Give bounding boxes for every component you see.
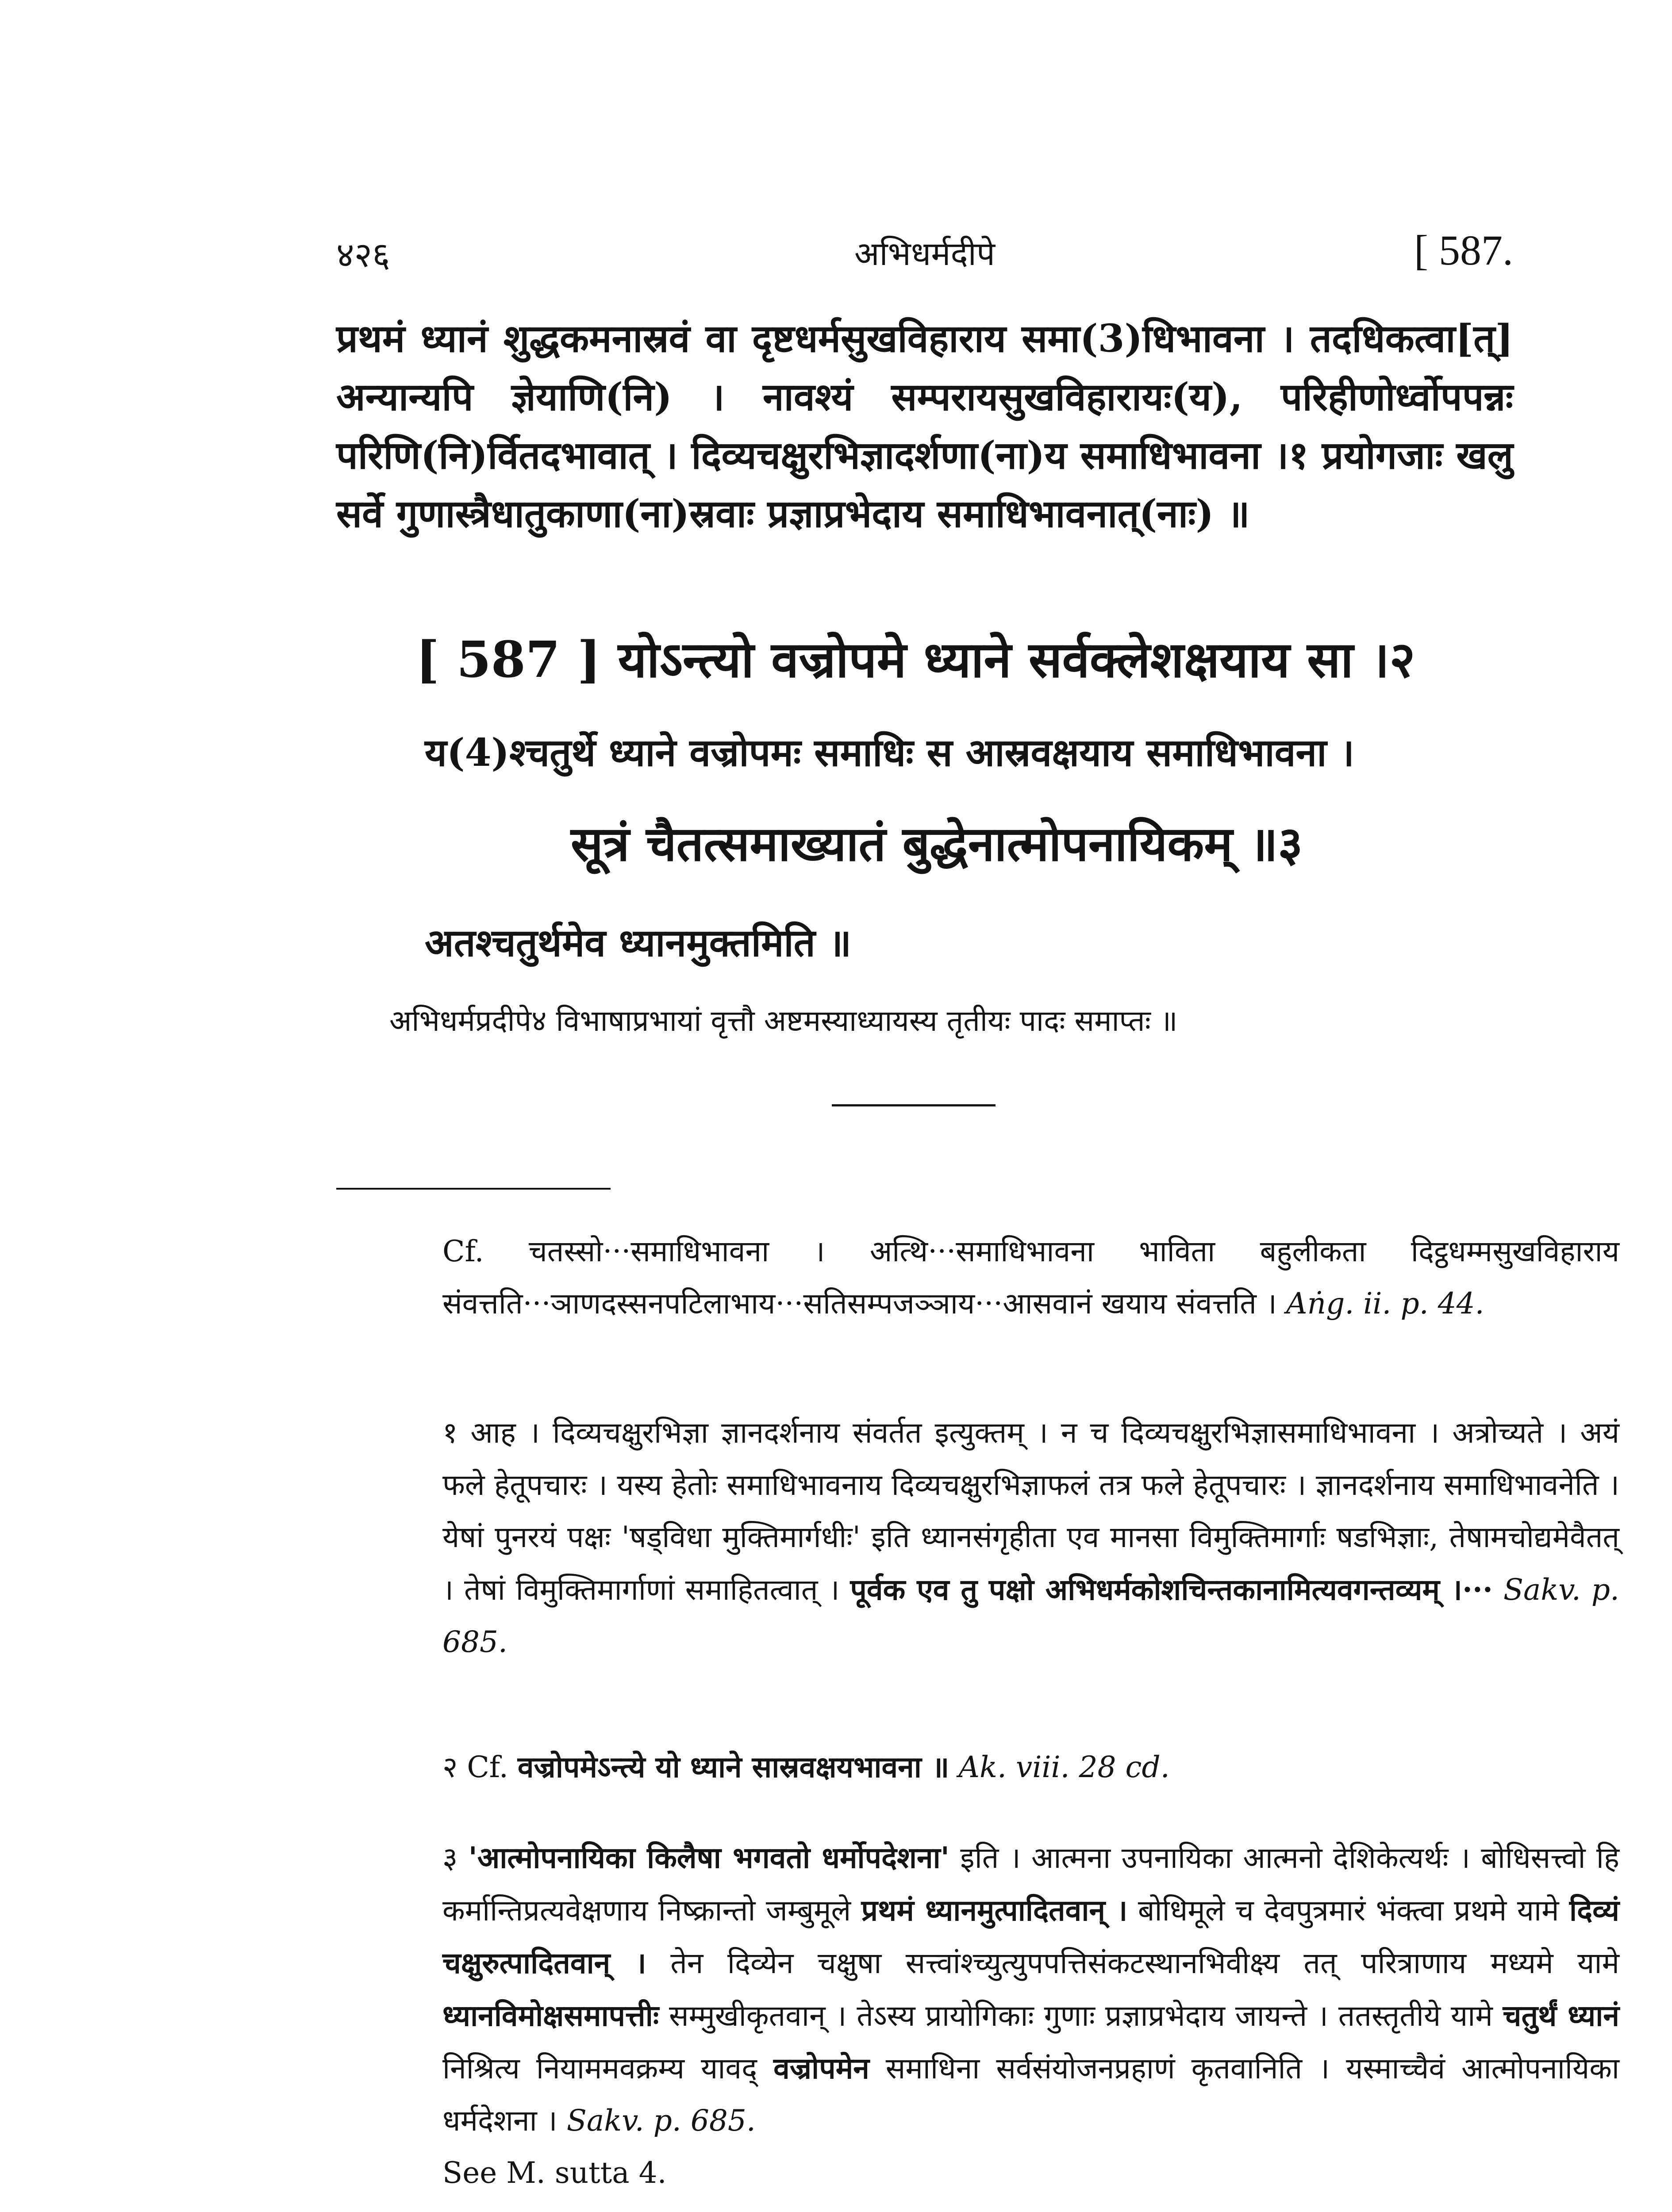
footnote-text: बोधिमूले च देवपुत्रमारं भंक्त्वा प्रथमे यामे — [1138, 1893, 1559, 1928]
commentary-paragraph: प्रथमं ध्यानं शुद्धकमनास्रवं वा दृष्टधर्मसुखविहाराय समा(3)धिभावना । तदधिकत्वा[त्] अन्यान्यपि ज्ञेयाणि(नि) । नावश्यं सम्परायसुखविहारायः(य), परिहीणोर्ध्वोपपन्नः परिणि(नि)र्वितदभावात् । दिव्यचक्षुरभिज्ञादर्शणा(ना)य समाधिभावना ।१ प्रयोगजाः खलु सर्वे गुणास्त्रैधातुकाणा(ना)स्रवाः प्रज्ञाप्रभेदाय समाधिभावनात्(नाः) ॥ — [336, 316, 1513, 536]
footnote-cf — [336, 1225, 1619, 1330]
footnote-bold-text: पूर्वक एव तु पक्षो अभिधर्मकोशचिन्तकानामित्यवगन्तव्यम् ।··· — [850, 1572, 1493, 1607]
footnote-marker: २ — [442, 1750, 458, 1784]
section-divider — [832, 1104, 996, 1106]
verse-sutra: सूत्रं चैतत्समाख्यातं बुद्धेनात्मोपनायिकम् ॥३ — [571, 816, 1303, 872]
running-head — [336, 227, 1513, 283]
footnote-see-also: See M. sutta 4. — [442, 2156, 667, 2190]
footnote-rule — [336, 1188, 611, 1190]
footnote-cf: Cf. — [467, 1750, 508, 1784]
section-marker: [ 587. — [1414, 227, 1513, 274]
footnote-quote: 'आत्मोपनायिका किलैषा भगवतो धर्मोपदेशना' — [468, 1840, 949, 1875]
commentary-paragraph-3: अतश्चतुर्थमेव ध्यानमुक्तमिति ॥ — [425, 921, 852, 965]
footnote-bold-text: ध्यानविमोक्षसमापत्तीः — [442, 1998, 659, 2033]
footnote-reference: Aṅg. ii. p. 44. — [1286, 1286, 1484, 1321]
footnote-text: इति । आत्मना उपनायिका आत्मनो देशिकेत्यर्थः । बोधिसत्त्वो हि कर्मान्तिप्रत्यवेक्षणाय निष्क्रान्तो जम्बुमूले — [442, 1841, 1619, 1928]
footnote-bold-text: दिव्यं चक्षुरुत्पादितवान् । — [442, 1893, 1619, 1980]
footnote-1 — [336, 1407, 1619, 1668]
page-number: ४२६ — [336, 235, 390, 275]
footnote-text: Cf. चतस्सो···समाधिभावना । अत्थि···समाधिभावना भाविता बहुलीकता दिट्ठधम्मसुखविहाराय संवत्तति···ञाणदस्सनपटिलाभाय···सतिसम्पजञ्ञाय···आसवानं खयाय संवत्तति । — [442, 1234, 1619, 1321]
footnote-3 — [336, 1832, 1619, 2199]
footnote-marker: १ — [442, 1416, 458, 1450]
footnote-bold-text: वज्रोपमेन — [773, 2051, 869, 2085]
footnote-bold-text: चतुर्थं ध्यानं — [1503, 1998, 1619, 2033]
footnote-bold-text: वज्रोपमेऽन्त्ये यो ध्याने सास्रवक्षयभावना ॥ — [517, 1750, 949, 1784]
footnote-2 — [336, 1741, 1619, 1793]
commentary-paragraph-2: य(4)श्चतुर्थे ध्याने वज्रोपमः समाधिः स आस्रवक्षयाय समाधिभावना । — [425, 730, 1355, 775]
footnote-text: निश्रित्य नियाममवक्रम्य यावद् — [442, 2051, 757, 2085]
footnote-marker: ३ — [442, 1841, 458, 1875]
footnote-reference: Sakv. p. 685. — [566, 2104, 756, 2138]
chapter-colophon: अभिधर्मप्रदीपे४ विभाषाप्रभायां वृत्तौ अष्टमस्याध्यायस्य तृतीयः पादः समाप्तः ॥ — [389, 1004, 1178, 1038]
footnote-reference: Sakv. p. 685. — [442, 1573, 1620, 1659]
footnote-text: सम्मुखीकृतवान् । तेऽस्य प्रायोगिकाः गुणाः प्रज्ञाप्रभेदाय जायन्ते । ततस्तृतीये यामे — [669, 1999, 1493, 2033]
footnote-reference: Ak. viii. 28 cd. — [958, 1750, 1170, 1784]
footnote-bold-text: प्रथमं ध्यानमुत्पादितवान् । — [861, 1893, 1128, 1928]
footnote-text: तेन दिव्येन चक्षुषा सत्त्वांश्च्युत्युपपत्तिसंकटस्थानभिवीक्ष्य तत् परित्राणाय मध्यमे यामे — [670, 1946, 1620, 1980]
running-title: अभिधर्मदीपे — [854, 235, 995, 273]
footnote-text: आह । दिव्यचक्षुरभिज्ञा ज्ञानदर्शनाय संवर्तत इत्युक्तम् । न च दिव्यचक्षुरभिज्ञासमाधिभावना । अत्रोच्यते । अयं फले हेतूपचारः । यस्य हेतोः समाधिभावनाय दिव्यचक्षुरभिज्ञाफलं तत्र फले हेतूपचारः । ज्ञानदर्शनाय समाधिभावनेति । येषां पुनरयं पक्षः 'षड्विधा मुक्तिमार्गधीः' इति ध्यानसंगृहीता एव मानसा विमुक्तिमार्गाः षडभिज्ञाः, तेषामचोद्यमेवैतत् । तेषां विमुक्तिमार्गाणां समाहितत्वात् । — [442, 1416, 1619, 1607]
verse-587: [ 587 ] योऽन्त्यो वज्रोपमे ध्याने सर्वक्लेशक्षयाय सा ।२ — [416, 631, 1415, 689]
footnote-text: समाधिना सर्वसंयोजनप्रहाणं कृतवानिति । यस्माच्चैवं आत्मोपनायिका धर्मदेशना । — [442, 2051, 1619, 2138]
